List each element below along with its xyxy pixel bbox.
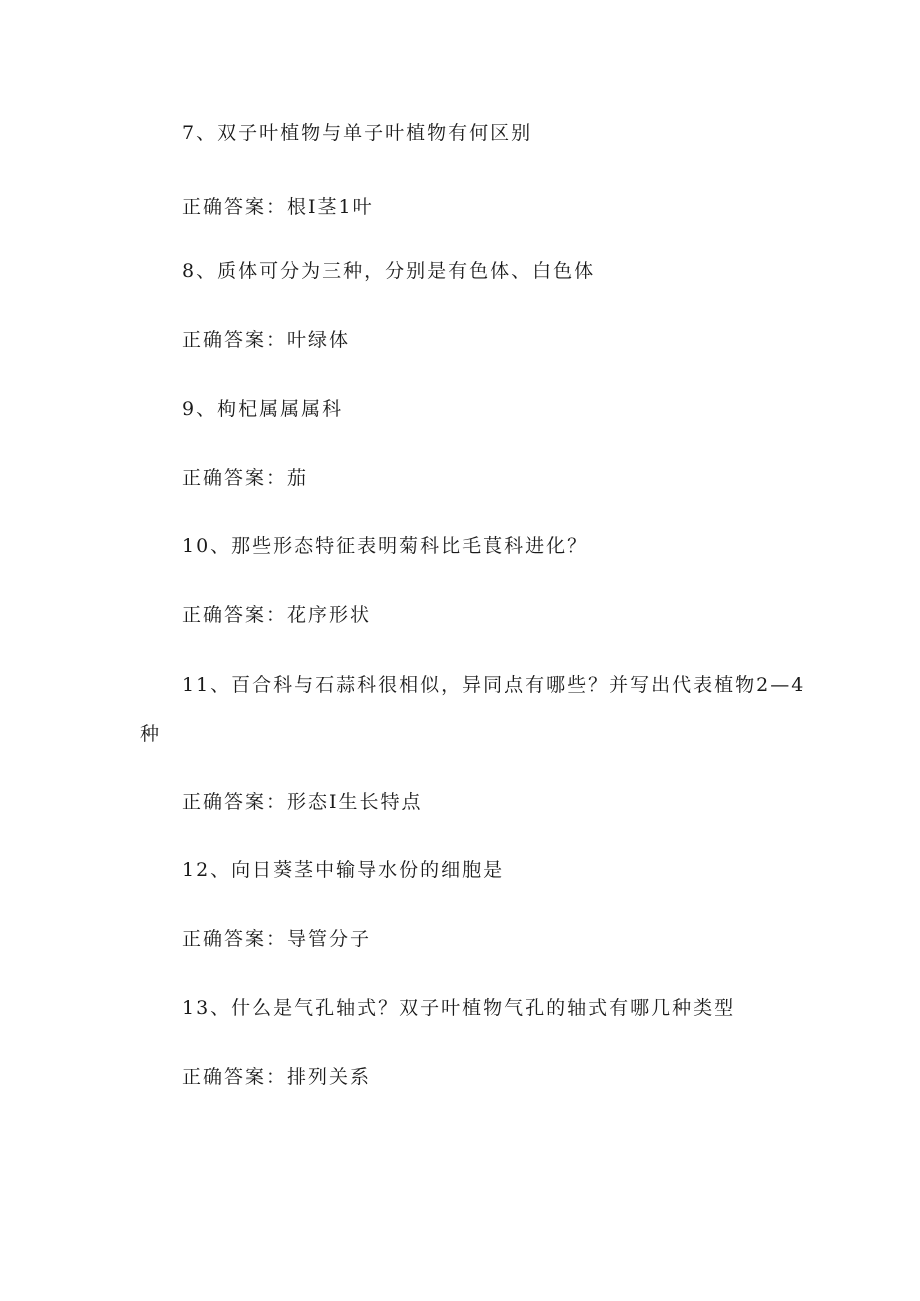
answer-8: 正确答案：叶绿体: [182, 329, 351, 351]
question-9: 9、枸杞属属属科: [182, 398, 344, 420]
answer-7: 正确答案：根Ⅰ茎1叶: [182, 196, 374, 218]
question-11-continuation: 种: [140, 723, 162, 745]
question-13: 13、什么是气孔轴式？双子叶植物气孔的轴式有哪几种类型: [182, 997, 736, 1019]
answer-11: 正确答案：形态Ⅰ生长特点: [182, 791, 423, 813]
answer-10: 正确答案：花序形状: [182, 604, 372, 626]
answer-12: 正确答案：导管分子: [182, 928, 372, 950]
answer-13: 正确答案：排列关系: [182, 1066, 372, 1088]
question-10: 10、那些形态特征表明菊科比毛茛科进化？: [182, 535, 589, 557]
question-7: 7、双子叶植物与单子叶植物有何区别: [182, 122, 533, 144]
question-11: 11、百合科与石蒜科很相似，异同点有哪些？并写出代表植物2—4: [182, 674, 806, 696]
answer-9: 正确答案：茄: [182, 467, 309, 489]
question-8: 8、质体可分为三种，分别是有色体、白色体: [182, 260, 596, 282]
question-12: 12、向日葵茎中输导水份的细胞是: [182, 859, 505, 881]
